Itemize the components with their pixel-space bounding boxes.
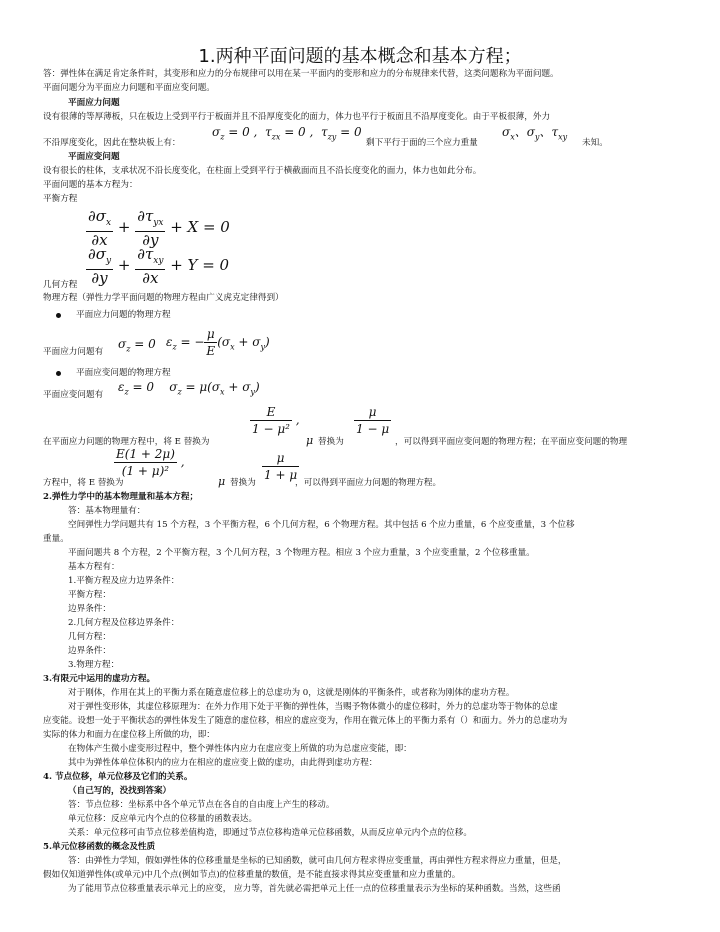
mu-symbol: μ xyxy=(306,434,314,447)
section-2-line: 边界条件： xyxy=(68,646,111,656)
mu-symbol: μ xyxy=(218,475,226,488)
section-3-line: 在物体产生微小虚变形过程中，整个弹性体内应力在虚应变上所做的功为总虚应变能，即： xyxy=(68,744,412,754)
geometry-label: 几何方程 xyxy=(43,280,78,290)
intro-line-1: 答：弹性体在满足肯定条件时，其变形和应力的分布规律可以用在某一平面内的变形和应力的分布规律来代替，这类问题称为平面问题。 xyxy=(43,69,559,79)
stress-has-label: 平面应力问题有 xyxy=(43,347,104,357)
conversion-line-1a: 在平面应力问题的物理方程中，将 E 替换为 xyxy=(43,437,210,447)
plane-stress-heading: 平面应力问题 xyxy=(68,98,120,108)
physical-label: 物理方程（弹性力学平面问题的物理方程由广义虎克定律得到） xyxy=(43,293,284,303)
plane-strain-heading: 平面应变问题 xyxy=(68,152,120,162)
basic-eq-title: 平面问题的基本方程为： xyxy=(43,180,138,190)
section-3-line: 应变能。设想一处于平衡状态的弹性体发生了随意的虚位移，相应的虚应变为，作用在微元体上的平衡力系有（）和面力。外力的总虚功为 xyxy=(43,716,568,726)
plane-stress-line-2-pre: 不沿厚度变化，因此在整块板上有： xyxy=(43,138,181,148)
plane-stress-line-1: 设有很薄的等厚薄板，只在板边上受到平行于板面并且不沿厚度变化的面力，体力也平行于板面且不沿厚度变化。由于平板很薄，外力 xyxy=(43,112,551,122)
section-2-line: 边界条件： xyxy=(68,604,111,614)
section-4-heading: 4. 节点位移，单元位移及它们的关系。 xyxy=(43,772,193,782)
section-3-line: 其中为弹性体单位体积内的应力在相应的虚应变上做的虚功，由此得到虚功方程： xyxy=(68,758,378,768)
section-2-line: 1.平衡方程及应力边界条件： xyxy=(68,576,180,586)
conversion-line-2c: ，可以得到平面应力问题的物理方程。 xyxy=(295,478,442,488)
intro-line-2: 平面问题分为平面应力问题和平面应变问题。 xyxy=(43,83,215,93)
strain-has-label: 平面应变问题有 xyxy=(43,390,104,400)
equilibrium-label: 平衡方程 xyxy=(43,194,78,204)
stress-sigma-z-formula: $\sigma_z = 0$ xyxy=(118,337,156,354)
section-2-line: 重量。 xyxy=(43,534,69,544)
section-3-line: 对于弹性变形体，其虚位移原理为：在外力作用下处于平衡的弹性体，当赐予物体微小的虚位移时，外力的总虚功等于物体的总虚 xyxy=(68,702,558,712)
section-2-line: 答：基本物理量有： xyxy=(68,506,146,516)
section-5-line: 答：由弹性力学知，假如弹性体的位移重量是坐标的已知函数，就可由几何方程求得应变重量，再由弹性方程求得应力重量，但是， xyxy=(68,856,567,866)
section-2-heading: 2.弹性力学中的基本物理量和基本方程； xyxy=(43,492,199,502)
section-4-line: 单元位移：反应单元内个点的位移量的函数表达。 xyxy=(68,814,258,824)
equilibrium-eq-1: $\frac{\partial\sigma_x}{\partial x}$ + $\frac{\partial\tau_{yx}}{\partial y}$ + X = 0 xyxy=(88,207,230,249)
conversion-line-1c: ，可以得到平面应变问题的物理方程；在平面应变问题的物理 xyxy=(395,437,628,447)
section-2-line: 空间弹性力学问题共有 15 个方程，3 个平衡方程，6 个几何方程，6 个物理方程。其中包括 6 个应力重量，6 个应变重量，3 个位移 xyxy=(68,520,575,530)
section-2-line: 基本方程有： xyxy=(68,562,120,572)
section-4-line: 答：节点位移：坐标系中各个单元节点在各自的自由度上产生的移动。 xyxy=(68,800,335,810)
bullet-icon xyxy=(56,313,61,318)
section-2-line: 平衡方程： xyxy=(68,590,111,600)
bullet-icon xyxy=(56,371,61,376)
section-5-line: 为了能用节点位移重量表示单元上的应变， 应力等，首先就必需把单元上任一点的位移重量表示为坐标的某种函数。当然，这些函 xyxy=(68,884,561,894)
section-3-heading: 3.有限元中运用的虚功方程。 xyxy=(43,674,156,684)
stress-zero-formula: $\sigma_z = 0$ , $\tau_{zx} = 0$ , $\tau_{zy} = 0$ xyxy=(212,125,362,142)
section-2-line: 几何方程： xyxy=(68,632,111,642)
section-3-line: 实际的体力和面力在虚位移上所做的功，即： xyxy=(43,730,215,740)
section-2-line: 3.物理方程： xyxy=(68,660,120,670)
section-3-line: 对于刚体，作用在其上的平衡力系在随意虚位移上的总虚功为 0，这就是刚体的平衡条件，或者称为刚体的虚功方程。 xyxy=(68,688,515,698)
section-2-line: 2.几何方程及位移边界条件： xyxy=(68,618,180,628)
mu-back-substitution-fraction: $\frac{\mu}{1 + \mu}$ xyxy=(264,451,298,482)
strain-epsilon-z-formula: $\varepsilon_z = 0$ $\sigma_z = \mu(\sigma_x + \sigma_y)$ xyxy=(118,380,260,397)
section-5-heading: 5.单元位移函数的概念及性质 xyxy=(43,842,156,852)
section-4-line: 关系：单元位移可由节点位移差值构造，即通过节点位移构造单元位移函数，从而反应单元内个点的位移。 xyxy=(68,828,472,838)
plane-stress-line-2-end: 未知。 xyxy=(582,138,608,148)
strain-physical-bullet: 平面应变问题的物理方程 xyxy=(76,368,171,378)
plane-strain-line-1: 设有很长的柱体，支承状况不沿长度变化，在柱面上受到平行于横截面而且不沿长度变化的面力，体力也如此分布。 xyxy=(43,166,482,176)
conversion-line-2b: 替换为 xyxy=(230,478,256,488)
stress-components-formula: $\sigma_x$、$\sigma_y$、$\tau_{xy}$ xyxy=(502,125,568,142)
e-back-substitution-fraction: $\frac{E(1 + 2\mu)}{\text{(1 + μ)²}}$ , xyxy=(116,447,185,478)
stress-physical-bullet: 平面应力问题的物理方程 xyxy=(76,310,171,320)
plane-stress-line-2-post: 剩下平行于面的三个应力重量 xyxy=(366,138,478,148)
section-2-line: 平面问题共 8 个方程，2 个平衡方程，3 个几何方程，3 个物理方程。相应 3 个应力重量，3 个应变重量，2 个位移重量。 xyxy=(68,548,535,558)
stress-epsilon-z-formula: $\varepsilon_z$ = − $\frac{\mu}{E}$ $(\sigma_x + \sigma_y)$ xyxy=(166,327,270,358)
conversion-line-1b: 替换为 xyxy=(318,437,344,447)
e-substitution-fraction: $\frac{E}{\text{1 − μ²}}$ , xyxy=(252,405,300,436)
page-title: 1.两种平面问题的基本概念和基本方程； xyxy=(198,46,522,67)
conversion-line-2a: 方程中，将 E 替换为 xyxy=(43,478,124,488)
section-5-line: 假如仅知道弹性体(或单元)中几个点(例如节点)的位移重量的数值，是不能直接求得其应变重量和应力重量的。 xyxy=(43,870,461,880)
equilibrium-eq-2: $\frac{\partial\sigma_y}{\partial y}$ + $\frac{\partial\tau_{xy}}{\partial x}$ + Y = 0 xyxy=(88,245,230,287)
mu-substitution-fraction: $\frac{\mu}{1 - \mu}$ xyxy=(356,405,390,436)
section-4-note: （自己写的，没找到答案） xyxy=(68,786,172,796)
